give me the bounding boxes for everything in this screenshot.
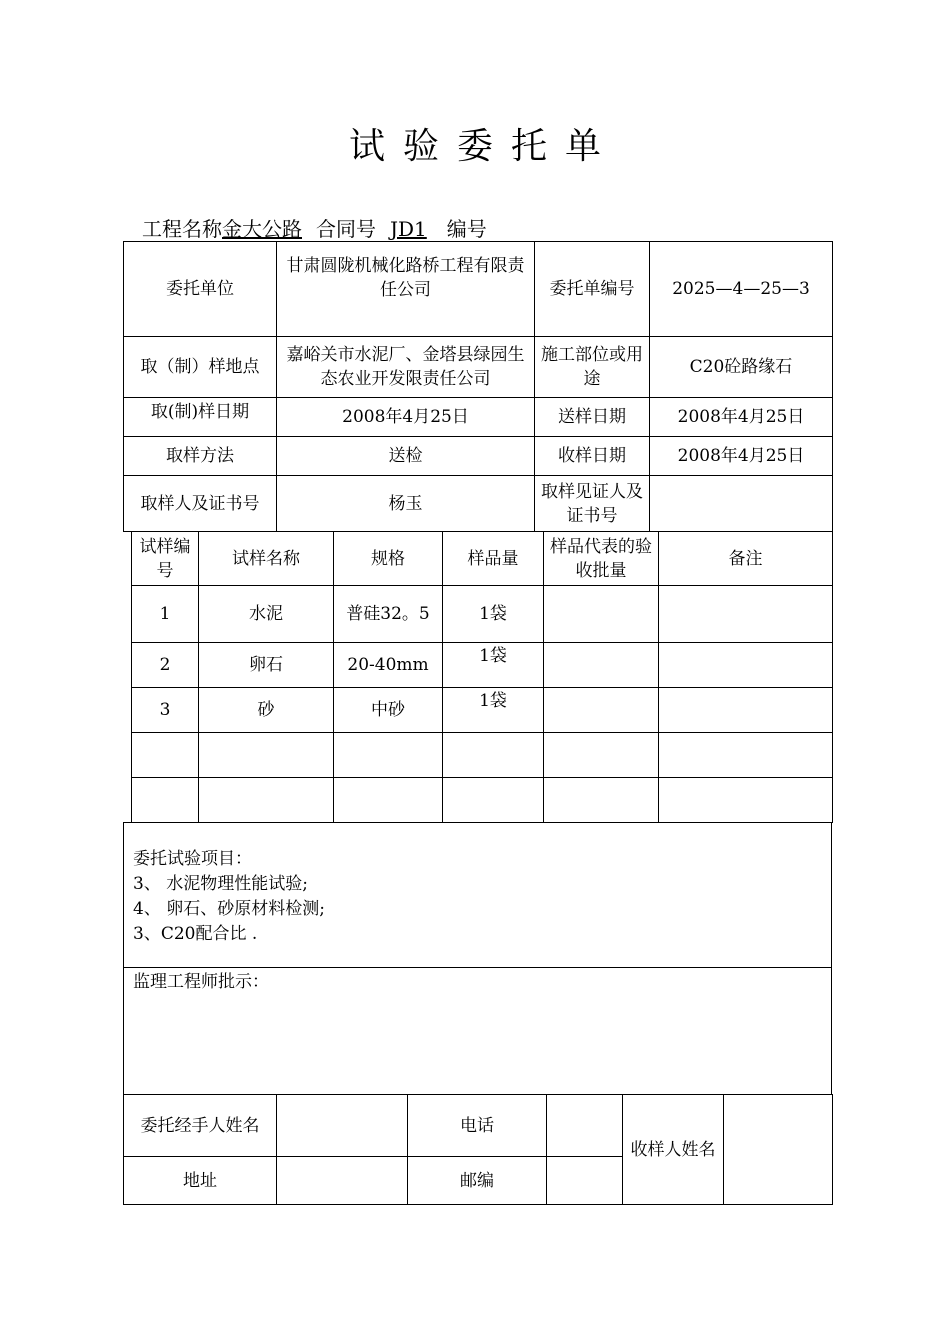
contract-value: JD1 <box>390 217 427 241</box>
project-label: 工程名称 <box>142 217 222 241</box>
sample-no-cell: 3 <box>132 688 199 733</box>
samples-table <box>131 531 833 823</box>
quantity-cell <box>443 778 544 823</box>
client-label: 委托单位 <box>124 242 277 337</box>
method-value: 送检 <box>277 437 535 476</box>
witness-label: 取样见证人及证书号 <box>535 476 650 532</box>
sample-name-cell <box>199 778 334 823</box>
sample-no-cell: 2 <box>132 643 199 688</box>
batch-cell <box>544 586 659 643</box>
usage-value: C20砼路缘石 <box>650 337 833 398</box>
col-header-quantity: 样品量 <box>443 532 544 586</box>
form-no-label: 委托单编号 <box>535 242 650 337</box>
phone-value <box>547 1095 623 1157</box>
receive-date-label: 收样日期 <box>535 437 650 476</box>
col-header-sample-name: 试样名称 <box>199 532 334 586</box>
batch-cell <box>544 688 659 733</box>
samples-header-row <box>132 532 833 586</box>
receiver-label: 收样人姓名 <box>623 1095 724 1205</box>
sample-no-cell <box>132 778 199 823</box>
supervisor-cell <box>124 968 832 1095</box>
batch-cell <box>544 778 659 823</box>
sample-date-label: 取(制)样日期 <box>124 398 277 437</box>
remarks-cell <box>659 733 833 778</box>
witness-value <box>650 476 833 532</box>
footer-table <box>123 1094 833 1205</box>
supervisor-label: 监理工程师批示： <box>133 972 269 992</box>
address-label: 地址 <box>124 1157 277 1205</box>
usage-label: 施工部位或用途 <box>535 337 650 398</box>
receiver-value <box>724 1095 833 1205</box>
spec-cell: 普硅32。5 <box>334 586 443 643</box>
test-item-line: 3、C20配合比 . <box>133 924 258 944</box>
test-items-cell <box>124 823 832 968</box>
quantity-cell: 1袋 <box>443 643 544 688</box>
phone-label: 电话 <box>408 1095 547 1157</box>
spec-cell <box>334 778 443 823</box>
spec-cell <box>334 733 443 778</box>
col-header-batch: 样品代表的验收批量 <box>544 532 659 586</box>
table-row <box>132 643 833 688</box>
sample-name-cell: 砂 <box>199 688 334 733</box>
send-date-value: 2008年4月25日 <box>650 398 833 437</box>
address-value <box>277 1157 408 1205</box>
client-value: 甘肃圆陇机械化路桥工程有限责任公司 <box>277 242 535 337</box>
sample-name-cell <box>199 733 334 778</box>
sample-no-cell: 1 <box>132 586 199 643</box>
spec-cell: 中砂 <box>334 688 443 733</box>
project-line <box>142 213 487 242</box>
quantity-cell: 1袋 <box>443 688 544 733</box>
col-header-remarks: 备注 <box>659 532 833 586</box>
sample-place-label: 取（制）样地点 <box>124 337 277 398</box>
sample-name-cell: 水泥 <box>199 586 334 643</box>
col-header-spec: 规格 <box>334 532 443 586</box>
table-row <box>132 586 833 643</box>
test-item-line: 4、 卵石、砂原材料检测; <box>133 899 325 919</box>
remarks-cell <box>659 643 833 688</box>
test-item-line: 3、 水泥物理性能试验; <box>133 874 308 894</box>
sampler-value: 杨玉 <box>277 476 535 532</box>
project-value: 金大公路 <box>222 217 302 241</box>
quantity-cell <box>443 733 544 778</box>
remarks-cell <box>659 778 833 823</box>
contract-label: 合同号 <box>316 217 376 241</box>
handler-label: 委托经手人姓名 <box>124 1095 277 1157</box>
batch-cell <box>544 733 659 778</box>
send-date-label: 送样日期 <box>535 398 650 437</box>
form-title: 试验委托单 <box>348 126 619 167</box>
postcode-label: 邮编 <box>408 1157 547 1205</box>
col-header-sample-no: 试样编号 <box>132 532 199 586</box>
sample-no-cell <box>132 733 199 778</box>
receive-date-value: 2008年4月25日 <box>650 437 833 476</box>
sampler-label: 取样人及证书号 <box>124 476 277 532</box>
test-items-label: 委托试验项目： <box>133 849 252 869</box>
info-table <box>123 241 833 532</box>
postcode-value <box>547 1157 623 1205</box>
batch-cell <box>544 643 659 688</box>
table-row <box>132 688 833 733</box>
handler-value <box>277 1095 408 1157</box>
spec-cell: 20-40mm <box>334 643 443 688</box>
sample-date-value: 2008年4月25日 <box>277 398 535 437</box>
quantity-cell: 1袋 <box>443 586 544 643</box>
number-label: 编号 <box>446 217 487 241</box>
sample-name-cell: 卵石 <box>199 643 334 688</box>
method-label: 取样方法 <box>124 437 277 476</box>
sample-place-value: 嘉峪关市水泥厂、金塔县绿园生态农业开发限责任公司 <box>277 337 535 398</box>
remarks-cell <box>659 586 833 643</box>
form-no-value: 2025—4—25—3 <box>650 242 833 337</box>
table-row <box>132 733 833 778</box>
test-items-table <box>123 822 832 1095</box>
table-row <box>132 778 833 823</box>
remarks-cell <box>659 688 833 733</box>
